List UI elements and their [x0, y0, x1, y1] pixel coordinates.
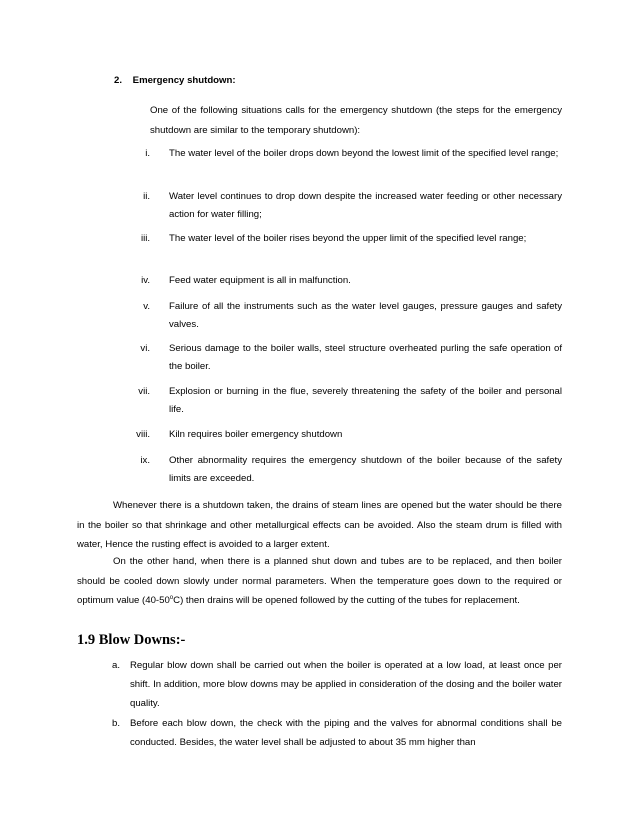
section-heading-emergency-shutdown — [114, 75, 236, 86]
list-marker: b. — [112, 718, 121, 729]
list-text: Before each blow down, the check with the piping and the valves for abnormal conditions shall be conducted. Besides, the water level shall be adjusted to about 35 mm higher than — [130, 718, 562, 748]
section-number: 2. — [114, 75, 123, 86]
section-title: Emergency shutdown: — [132, 75, 236, 86]
list-text: Other abnormality requires the emergency shutdown of the boiler because of the safety limits are exceeded. — [169, 455, 562, 484]
section-heading-blow-downs: 1.9 Blow Downs:- — [77, 632, 186, 648]
list-text: The water level of the boiler drops down beyond the lowest limit of the specified level range; — [169, 148, 559, 159]
list-text: Explosion or burning in the flue, severely threatening the safety of the boiler and personal life. — [169, 386, 562, 415]
list-marker: ii. — [143, 191, 150, 202]
list-text: Kiln requires boiler emergency shutdown — [169, 429, 343, 440]
body-paragraph: Whenever there is a shutdown taken, the drains of steam lines are opened but the water should be there in the boiler so that shrinkage and other metallurgical effects can be avoided. Also the steam drum is filled with water, Hence the rusting effect is avoided to a larger extent. — [77, 500, 562, 550]
list-marker: viii. — [136, 429, 150, 440]
paragraph-text: On the other hand, when there is a planned shut down and tubes are to be replaced, and then boiler should be cooled down slowly under normal parameters. When the temperature goes down to the required or optimum value (40-50 — [77, 556, 562, 606]
list-text: Water level continues to drop down despite the increased water feeding or other necessary action for water filling; — [169, 191, 562, 220]
list-text: Regular blow down shall be carried out when the boiler is operated at a low load, at least once per shift. In addition, more blow downs may be applied in consideration of the dosing and the boiler water quality. — [130, 660, 562, 709]
list-text: Serious damage to the boiler walls, steel structure overheated purling the safe operation of the boiler. — [169, 343, 562, 372]
list-marker: v. — [143, 301, 150, 312]
body-paragraph — [77, 552, 562, 611]
list-marker: vi. — [140, 343, 150, 354]
list-marker: iii. — [140, 233, 150, 244]
list-marker: a. — [112, 660, 121, 671]
list-marker: vii. — [138, 386, 150, 397]
list-marker: ix. — [140, 455, 150, 466]
paragraph-text: C) then drains will be opened followed by the cutting of the tubes for replacement. — [173, 595, 520, 606]
list-marker: iv. — [141, 275, 150, 286]
list-text: The water level of the boiler rises beyond the upper limit of the specified level range; — [169, 233, 527, 244]
intro-paragraph: One of the following situations calls for the emergency shutdown (the steps for the emergency shutdown are similar to the temporary shutdown): — [150, 105, 562, 136]
list-text: Feed water equipment is all in malfunction. — [169, 275, 351, 286]
list-marker: i. — [145, 148, 150, 159]
list-text: Failure of all the instruments such as the water level gauges, pressure gauges and safety valves. — [169, 301, 562, 330]
degree-superscript: o — [169, 594, 174, 601]
